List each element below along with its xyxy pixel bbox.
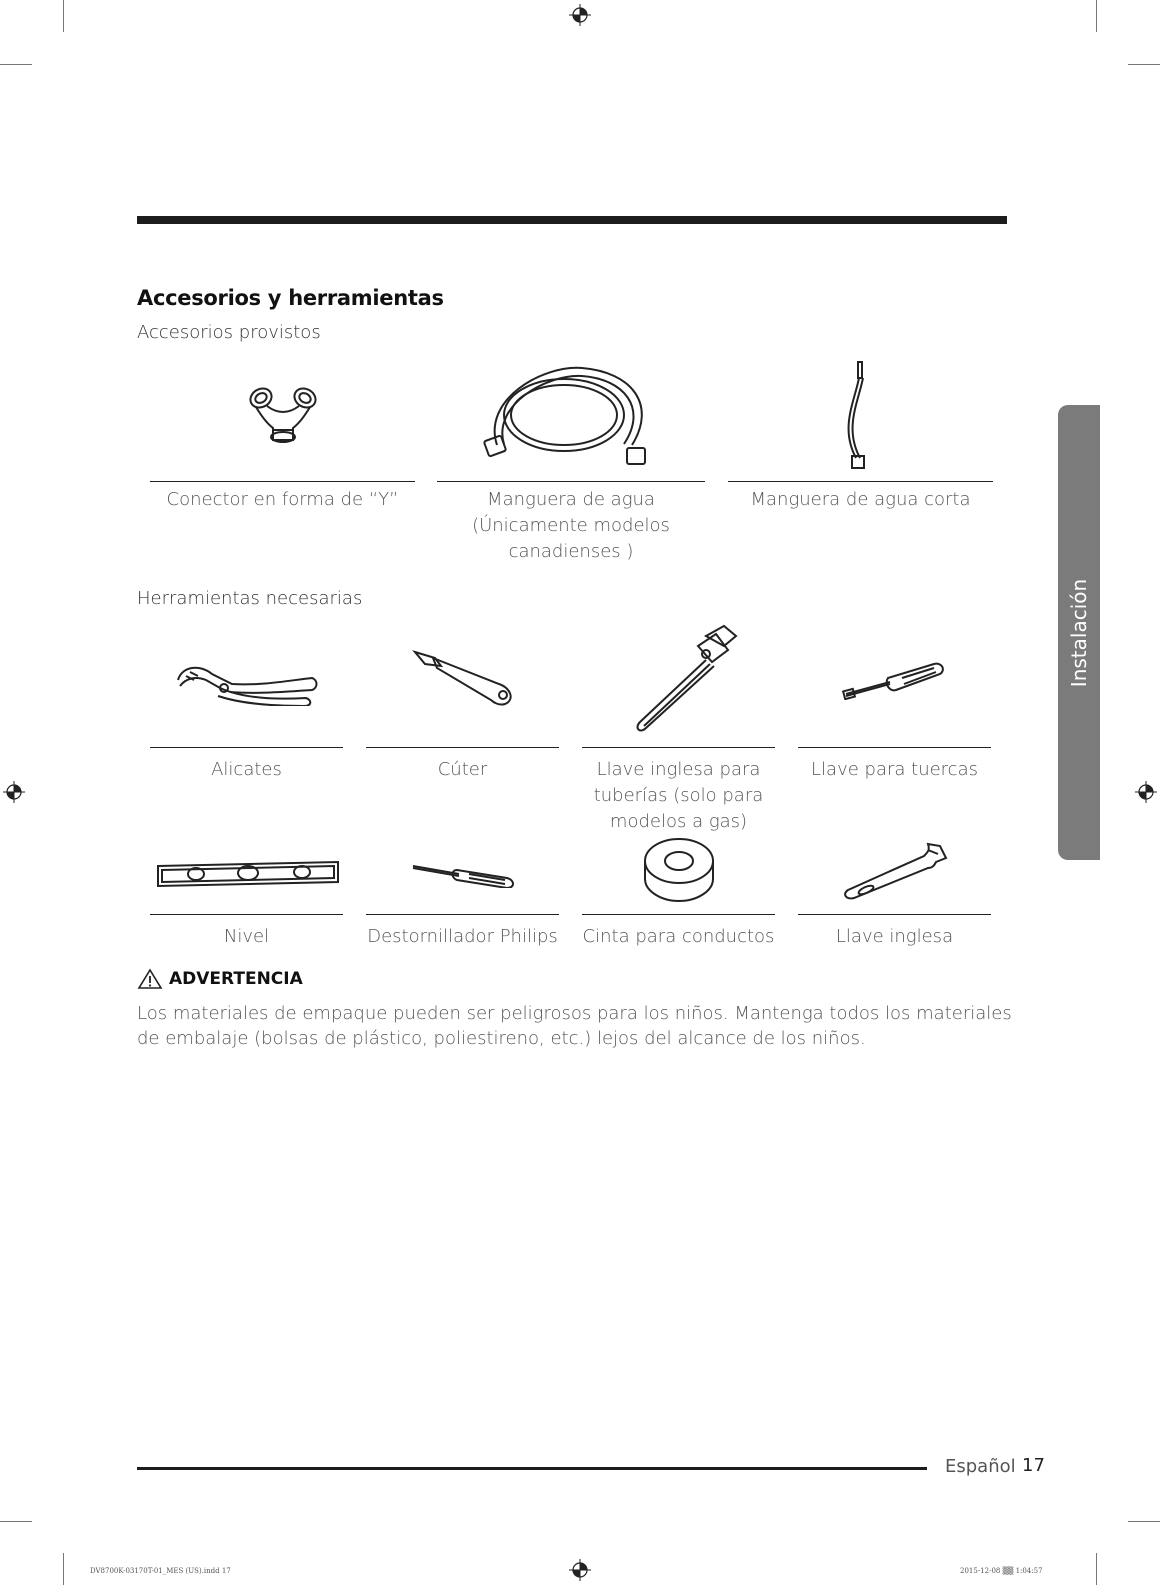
nut-driver-icon <box>842 660 947 700</box>
required-tools-heading: Herramientas necesarias <box>137 588 363 609</box>
cutter-icon <box>411 648 516 706</box>
section-side-tab[interactable] <box>1058 405 1100 860</box>
nut-driver-caption: Llave para tuercas <box>811 759 978 780</box>
cutter-caption: Cúter <box>437 759 488 780</box>
date-info: 2015-12-08 ▒▒ 1:04:57 <box>960 1567 1043 1575</box>
pliers-icon <box>172 658 322 706</box>
adjustable-wrench-caption: Llave inglesa <box>835 926 954 947</box>
registration-mark-icon <box>3 781 25 803</box>
file-info: DV8700K-03170T-01_MES (US).indd 17 <box>90 1567 231 1575</box>
side-tab-label: Instalación <box>1067 578 1091 687</box>
pipe-wrench-icon <box>628 622 748 734</box>
crop-mark <box>1096 1553 1097 1585</box>
crop-mark <box>0 64 32 65</box>
caption-rule <box>150 481 415 482</box>
duct-tape-caption: Cinta para conductos <box>582 926 775 947</box>
caption-rule <box>150 914 343 915</box>
caption-rule <box>798 747 991 748</box>
provided-accessories-heading: Accesorios provistos <box>137 322 321 343</box>
pliers-caption: Alicates <box>211 759 282 780</box>
water-hose-icon <box>472 360 662 470</box>
caption-rule <box>582 747 775 748</box>
crop-mark <box>1128 64 1160 65</box>
warning-body: Los materiales de empaque pueden ser peligrosos para los niños. Mantenga todos los materiales de embalaje (bolsas de plástico, poliestireno, etc.) lejos del alcance de los niños. <box>137 1003 1012 1049</box>
duct-tape-icon <box>641 837 717 903</box>
registration-mark-icon <box>1135 781 1157 803</box>
registration-mark-icon <box>569 1559 591 1581</box>
short-water-hose-caption: Manguera de agua corta <box>750 489 971 510</box>
level-icon <box>156 858 341 890</box>
section-title: Accesorios y herramientas <box>137 286 444 310</box>
crop-mark <box>1128 1521 1160 1522</box>
water-hose-caption: Manguera de agua (Únicamente modelos canadienses ) <box>472 489 670 562</box>
caption-rule <box>728 481 993 482</box>
phillips-screwdriver-caption: Destornillador Philips <box>367 926 558 947</box>
y-connector-icon <box>243 382 323 448</box>
caption-rule <box>582 914 775 915</box>
level-caption: Nivel <box>223 926 270 947</box>
caption-rule <box>366 747 559 748</box>
phillips-screwdriver-icon <box>411 860 516 888</box>
caption-rule <box>366 914 559 915</box>
page-language: Español <box>945 1456 1016 1477</box>
crop-mark <box>0 1521 32 1522</box>
crop-mark <box>63 0 64 32</box>
y-connector-caption: Conector en forma de “Y” <box>166 489 399 510</box>
pipe-wrench-caption: Llave inglesa para tuberías (solo para modelos a gas) <box>593 759 764 832</box>
crop-mark <box>63 1553 64 1585</box>
warning-heading <box>137 968 303 990</box>
top-divider-bar <box>137 216 1007 224</box>
caption-rule <box>150 747 343 748</box>
page-number: 17 <box>1022 1455 1045 1476</box>
bottom-divider-bar <box>137 1467 927 1470</box>
short-water-hose-icon <box>836 358 876 473</box>
caption-rule <box>437 481 705 482</box>
warning-title: ADVERTENCIA <box>169 969 303 989</box>
caption-rule <box>798 914 991 915</box>
crop-mark <box>1096 0 1097 32</box>
registration-mark-icon <box>569 4 591 26</box>
warning-triangle-icon <box>137 968 163 990</box>
adjustable-wrench-icon <box>842 840 950 900</box>
